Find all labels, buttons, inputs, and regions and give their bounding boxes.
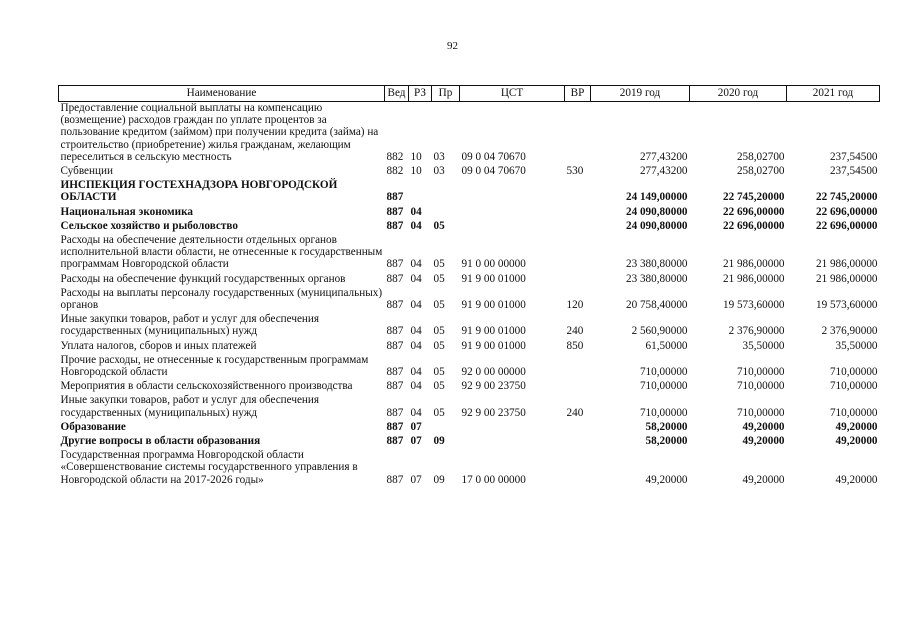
row-name: Иные закупки товаров, работ и услуг для обеспечения государственных (муниципальных) нужд <box>60 394 320 419</box>
row-rz: 07 <box>410 435 422 448</box>
row-cst: 91 9 00 01000 <box>461 339 526 352</box>
row-name: Расходы на выплаты персоналу государственных (муниципальных) органов <box>60 286 383 312</box>
table-header-row <box>59 86 880 102</box>
row-2021: 710,00000 <box>829 366 878 379</box>
row-ved: 887 <box>386 380 404 393</box>
row-name: Сельское хозяйство и рыболовство <box>60 219 238 232</box>
table-row <box>59 311 880 337</box>
row-2021: 710,00000 <box>829 380 878 393</box>
row-2021: 19 573,60000 <box>815 299 878 312</box>
row-2021: 21 986,00000 <box>815 272 878 285</box>
row-2020: 21 986,00000 <box>722 258 785 271</box>
row-ved: 887 <box>386 473 404 486</box>
row-2021: 49,20000 <box>835 420 878 433</box>
row-cst <box>460 177 565 203</box>
row-rz: 04 <box>410 219 422 232</box>
row-cst: 92 9 00 23750 <box>461 380 526 393</box>
row-2019: 58,20000 <box>645 435 688 448</box>
row-vr <box>565 447 591 486</box>
row-rz: 04 <box>410 325 422 338</box>
row-name: ИНСПЕКЦИЯ ГОСТЕХНАДЗОРА НОВГОРОДСКОЙ ОБЛАСТИ <box>60 179 338 204</box>
row-ved: 887 <box>386 219 404 232</box>
row-ved: 887 <box>386 191 404 204</box>
row-rz: 04 <box>410 406 422 419</box>
table-row <box>59 285 880 311</box>
row-vr: 240 <box>566 325 584 338</box>
table-row <box>59 392 880 418</box>
row-2019: 24 090,80000 <box>625 205 688 218</box>
row-pr: 09 <box>433 473 445 486</box>
row-2021: 237,54500 <box>829 150 878 163</box>
row-ved: 887 <box>386 299 404 312</box>
row-rz: 10 <box>410 165 422 178</box>
row-2020: 710,00000 <box>736 366 785 379</box>
row-rz: 04 <box>410 380 422 393</box>
row-cst: 91 9 00 01000 <box>461 299 526 312</box>
row-vr <box>565 102 591 164</box>
row-cst: 91 9 00 01000 <box>461 272 526 285</box>
row-vr <box>565 177 591 203</box>
row-2020: 21 986,00000 <box>722 272 785 285</box>
table-row <box>59 352 880 378</box>
table-row <box>59 271 880 285</box>
row-2019: 2 560,90000 <box>631 325 688 338</box>
row-cst <box>460 218 565 232</box>
row-2021: 49,20000 <box>835 435 878 448</box>
row-name: Прочие расходы, не отнесенные к государственным программам Новгородской области <box>60 353 369 379</box>
row-rz <box>409 177 432 203</box>
table-row <box>59 378 880 392</box>
row-name: Расходы на обеспечение функций государственных органов <box>60 272 346 285</box>
row-pr: 05 <box>433 299 445 312</box>
row-2021: 237,54500 <box>829 165 878 178</box>
row-cst <box>460 204 565 218</box>
row-name: Национальная экономика <box>60 205 193 218</box>
row-pr: 05 <box>433 219 445 232</box>
row-ved: 887 <box>386 325 404 338</box>
row-2019: 710,00000 <box>639 366 688 379</box>
row-ved: 887 <box>386 205 404 218</box>
row-2020: 49,20000 <box>742 420 785 433</box>
table-row <box>59 204 880 218</box>
row-2019: 277,43200 <box>639 165 688 178</box>
row-name: Предоставление социальной выплаты на компенсацию (возмещение) расходов граждан по уплате процентов за пользование кредитом (займом) при получении кредита (займа) на строительство (приобретение) жилья гражданам, желающим переселиться в сельскую местность <box>60 102 379 163</box>
page-number: 92 <box>447 40 458 52</box>
row-rz: 04 <box>410 258 422 271</box>
row-2020: 22 696,00000 <box>722 205 785 218</box>
row-2019: 58,20000 <box>645 420 688 433</box>
row-cst: 91 9 00 01000 <box>461 325 526 338</box>
row-2019: 23 380,80000 <box>625 272 688 285</box>
table-row <box>59 102 880 164</box>
row-rz: 04 <box>410 339 422 352</box>
table-row <box>59 338 880 352</box>
row-2019: 710,00000 <box>639 406 688 419</box>
row-vr: 850 <box>566 339 584 352</box>
row-rz: 07 <box>410 420 422 433</box>
row-cst <box>460 419 565 433</box>
row-rz: 04 <box>410 299 422 312</box>
row-vr: 240 <box>566 406 584 419</box>
row-2021: 2 376,90000 <box>821 325 878 338</box>
row-pr: 03 <box>433 165 445 178</box>
row-pr: 09 <box>433 435 445 448</box>
row-cst <box>460 433 565 447</box>
row-vr <box>565 419 591 433</box>
row-name: Иные закупки товаров, работ и услуг для обеспечения государственных (муниципальных) нужд <box>60 313 320 338</box>
row-2021: 22 696,00000 <box>815 219 878 232</box>
row-2021: 35,50000 <box>835 339 878 352</box>
table-row <box>59 433 880 447</box>
row-rz: 10 <box>410 150 422 163</box>
header-ved: Вед <box>385 86 409 102</box>
row-rz: 04 <box>410 366 422 379</box>
row-2020: 258,02700 <box>736 165 785 178</box>
row-2020: 2 376,90000 <box>728 325 785 338</box>
row-2019: 23 380,80000 <box>625 258 688 271</box>
row-vr <box>565 433 591 447</box>
row-2020: 258,02700 <box>736 150 785 163</box>
header-2021: 2021 год <box>787 86 880 102</box>
row-2019: 24 090,80000 <box>625 219 688 232</box>
row-vr <box>565 204 591 218</box>
row-2019: 20 758,40000 <box>625 299 688 312</box>
row-ved: 887 <box>386 420 404 433</box>
row-pr: 05 <box>433 325 445 338</box>
row-2021: 22 696,00000 <box>815 205 878 218</box>
row-pr: 05 <box>433 339 445 352</box>
row-pr <box>432 419 460 433</box>
table-row <box>59 419 880 433</box>
row-ved: 887 <box>386 339 404 352</box>
row-ved: 887 <box>386 406 404 419</box>
row-name: Образование <box>60 420 126 433</box>
header-2019: 2019 год <box>591 86 690 102</box>
row-name: Другие вопросы в области образования <box>60 435 261 448</box>
table-row <box>59 232 880 271</box>
row-2021: 49,20000 <box>835 473 878 486</box>
header-2020: 2020 год <box>690 86 787 102</box>
row-cst: 09 0 04 70670 <box>461 165 526 178</box>
row-name: Субвенции <box>60 165 113 178</box>
row-2020: 49,20000 <box>742 435 785 448</box>
row-2020: 710,00000 <box>736 380 785 393</box>
row-2019: 49,20000 <box>645 473 688 486</box>
row-pr: 03 <box>433 150 445 163</box>
header-cst: ЦСТ <box>460 86 565 102</box>
row-ved: 887 <box>386 366 404 379</box>
row-vr: 120 <box>566 299 584 312</box>
row-ved: 887 <box>386 258 404 271</box>
row-ved: 887 <box>386 272 404 285</box>
row-2020: 19 573,60000 <box>722 299 785 312</box>
row-2019: 24 149,00000 <box>625 191 688 204</box>
row-vr <box>565 218 591 232</box>
header-rz: РЗ <box>409 86 432 102</box>
row-name: Мероприятия в области сельскохозяйственного производства <box>60 380 353 393</box>
row-ved: 882 <box>386 150 404 163</box>
row-ved: 887 <box>386 435 404 448</box>
row-name: Государственная программа Новгородской области «Совершенствование системы государственного управления в Новгородской области на 2017-2026 годы» <box>60 449 358 486</box>
row-rz: 04 <box>410 205 422 218</box>
row-cst: 92 9 00 23750 <box>461 406 526 419</box>
row-rz: 07 <box>410 473 422 486</box>
row-2020: 22 696,00000 <box>722 219 785 232</box>
row-2020: 35,50000 <box>742 339 785 352</box>
row-2019: 710,00000 <box>639 380 688 393</box>
row-ved: 882 <box>386 165 404 178</box>
table-row <box>59 447 880 486</box>
row-pr: 05 <box>433 366 445 379</box>
row-vr: 530 <box>566 165 584 178</box>
row-2020: 49,20000 <box>742 473 785 486</box>
row-vr <box>565 232 591 271</box>
row-vr <box>565 352 591 378</box>
row-cst: 09 0 04 70670 <box>461 150 526 163</box>
row-2020: 22 745,20000 <box>722 191 785 204</box>
row-cst: 91 0 00 00000 <box>461 258 526 271</box>
row-name: Расходы на обеспечение деятельности отдельных органов исполнительной власти области, не отнесенные к государственным программам Новгородской области <box>60 234 383 271</box>
row-pr: 05 <box>433 258 445 271</box>
row-pr <box>432 204 460 218</box>
row-cst: 92 0 00 00000 <box>461 366 526 379</box>
row-pr: 05 <box>433 272 445 285</box>
header-pr: Пр <box>432 86 460 102</box>
table-row <box>59 163 880 177</box>
table-row <box>59 177 880 203</box>
row-vr <box>565 378 591 392</box>
row-pr <box>432 177 460 203</box>
header-name: Наименование <box>59 86 385 102</box>
row-2021: 710,00000 <box>829 406 878 419</box>
row-cst: 17 0 00 00000 <box>461 473 526 486</box>
budget-table <box>58 85 880 486</box>
row-2019: 277,43200 <box>639 150 688 163</box>
table-row <box>59 218 880 232</box>
row-2019: 61,50000 <box>645 339 688 352</box>
row-pr: 05 <box>433 406 445 419</box>
header-vr: ВР <box>565 86 591 102</box>
row-2021: 21 986,00000 <box>815 258 878 271</box>
row-pr: 05 <box>433 380 445 393</box>
row-vr <box>565 271 591 285</box>
row-2021: 22 745,20000 <box>815 191 878 204</box>
row-name: Уплата налогов, сборов и иных платежей <box>60 339 257 352</box>
row-2020: 710,00000 <box>736 406 785 419</box>
row-rz: 04 <box>410 272 422 285</box>
